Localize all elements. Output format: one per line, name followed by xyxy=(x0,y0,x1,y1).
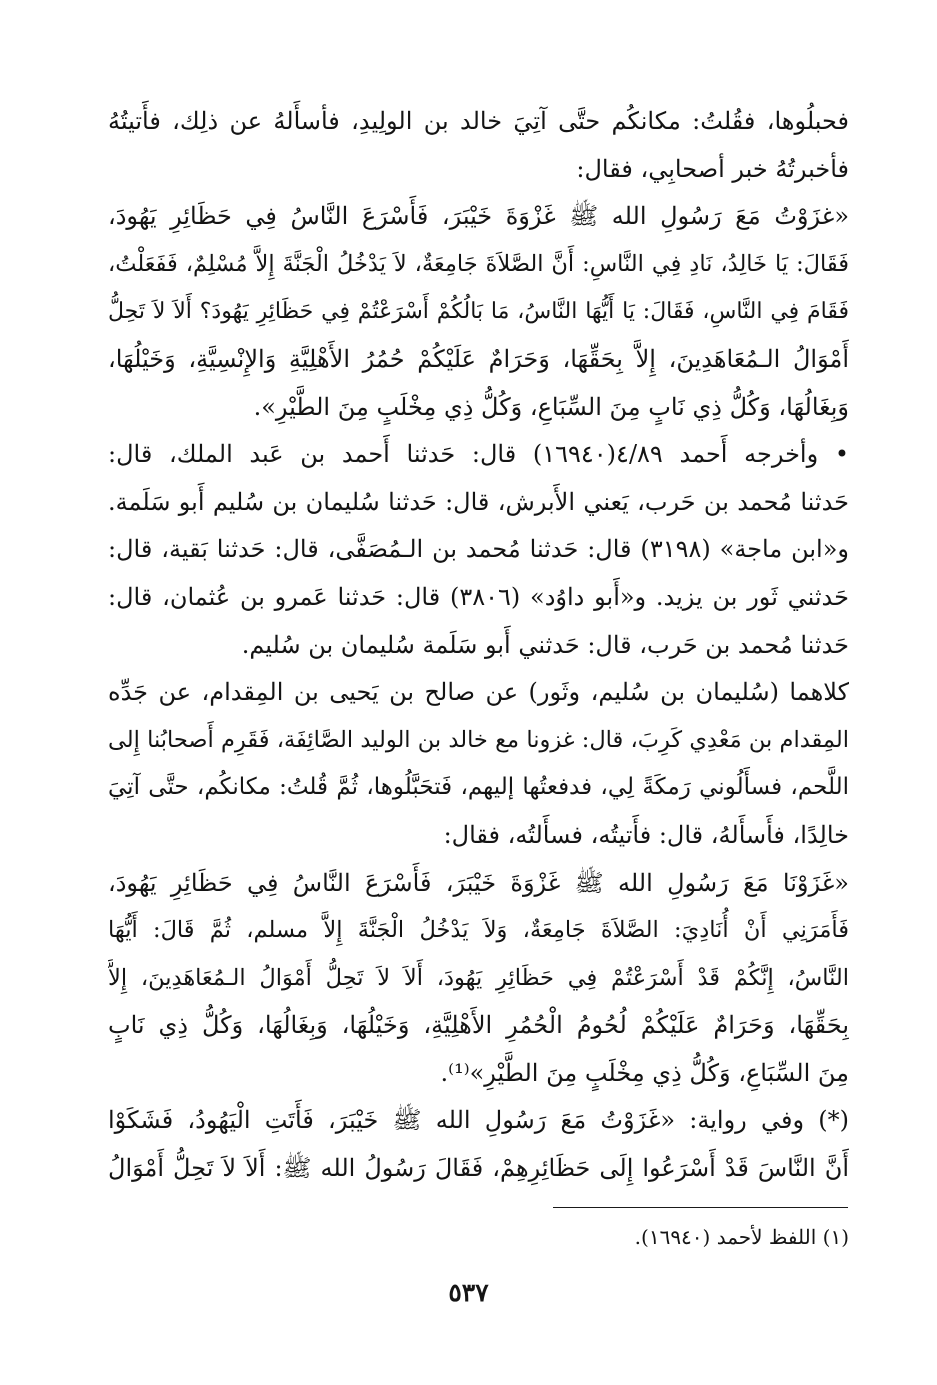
text-line: فَقَالَ: يَا خَالِدُ، نَادِ فِي النَّاسِ: أَنَّ الصَّلاَةَ جَامِعَةٌ، لاَ يَدْخُلُ الْجَنَّةَ إِلاَّ مُسْلِمٌ، فَفَعَلْتُ، xyxy=(108,250,849,277)
text-line: اللَّحم، فسأَلُوني رَمكَةً لِي، فدفعتُها إليهم، فَتحَبَّلُوها، ثُمَّ قُلتُ: مكانكُم، حتَّى آتِيَ xyxy=(108,774,849,801)
footnote: (١) اللفظ لأحمد (١٦٩٤٠). xyxy=(634,1225,849,1249)
text-line: فأخبرتُهُ خبر أصحابِي، فقال: xyxy=(576,154,849,183)
text-line: مِنَ السِّبَاعِ، وَكُلُّ ذِي مِخْلَبٍ مِنَ الطَّيْرِ»⁽¹⁾. xyxy=(440,1058,849,1087)
text-line: المِقدام بن مَعْدِي كَرِبَ، قال: غزونا مع خالد بن الوليد الصَّائِفَة، فَقَرِم أَصحابُنا إِلى xyxy=(108,726,849,753)
text-line: فحبلُوها، فقُلتُ: مكانكُم حتَّى آتِيَ خالد بن الولِيدِ، فأسأَلهُ عن ذلِك، فأَتيتُهُ xyxy=(108,107,849,135)
text-line: «غَزَوْنَا مَعَ رَسُولِ الله ﷺ غَزْوَةَ خَيْبَرَ، فَأَسْرَعَ النَّاسُ فِي حَظَائِرِ يَهُودَ، xyxy=(108,868,849,897)
text-line: النَّاسُ، إِنَّكُمْ قَدْ أَسْرَعْتُمْ فِي حَظَائِرِ يَهُودَ، أَلاَ لاَ تَحِلُّ أَمْوَالُ الـمُعَاهَدِينَ، إِلاَّ xyxy=(108,964,849,991)
text-line: «غزَوْتُ مَعَ رَسُولِ الله ﷺ غَزْوَةَ خَيْبَرَ، فَأَسْرَعَ النَّاسُ فِي حَظَائِرِ يَهُودَ، xyxy=(108,202,849,231)
main-text xyxy=(108,98,849,1193)
text-line: خالِدًا، فأَسأَلهُ، قال: فأَتيتُه، فسأَلتُه، فقال: xyxy=(443,820,849,849)
page-number: ٥٣٧ xyxy=(448,1278,489,1307)
text-line: • وأخرجه أَحمد ٤/٨٩(١٦٩٤٠) قال: حَدثنا أَحمد بن عَبد الملك، قال: xyxy=(108,440,849,469)
text-line: (*) وفي رواية: «غَزَوْتُ مَعَ رَسُولِ الله ﷺ خَيْبَرَ، فَأَتَتِ الْيَهُودُ، فَشَكَوْا xyxy=(108,1106,849,1135)
text-line: بِحَقِّهَا، وَحَرَامٌ عَلَيْكُمْ لُحُومُ الْحُمُرِ الأَهْلِيَّةِ، وَخَيْلُهَا، وَبِغَالُهَا، وَكُلُّ ذِي نَابٍ xyxy=(108,1011,849,1040)
text-line: كلاهما (سُليمان بن سُليم، وثَور) عن صالح بن يَحيى بن المِقدام، عن جَدِّه xyxy=(108,678,849,707)
text-line: حَدثنا مُحمد بن حَرب، يَعني الأَبرش، قال: حَدثنا سُليمان بن سُليم أَبو سَلَمة. xyxy=(108,487,849,516)
text-line: حَدثنا مُحمد بن حَرب، قال: حَدثني أَبو سَلَمة سُليمان بن سُليم. xyxy=(241,630,849,659)
text-line: و«ابن ماجة» (٣١٩٨) قال: حَدثنا مُحمد بن الـمُصَفَّى، قال: حَدثنا بَقية، قال: xyxy=(108,535,849,564)
text-line: حَدثني ثَور بن يزيد. و«أَبو داوُد» (٣٨٠٦) قال: حَدثنا عَمرو بن عُثمان، قال: xyxy=(108,582,849,611)
footnote-divider xyxy=(553,1207,848,1208)
text-line: أَمْوَالُ الـمُعَاهَدِينَ، إِلاَّ بِحَقِّهَا، وَحَرَامٌ عَلَيْكُمْ حُمُرُ الأَهْلِيَّةِ وَالإِنْسِيَّةِ، وَخَيْلُهَا، xyxy=(108,344,849,373)
text-line: أَنَّ النَّاسَ قَدْ أَسْرَعُوا إِلَى حَظَائِرِهِمْ، فَقَالَ رَسُولُ الله ﷺ: أَلاَ لاَ تَحِلُّ أَمْوَالُ xyxy=(108,1154,849,1183)
text-line: فَقَامَ فِي النَّاسِ، فَقَالَ: يَا أَيُّهَا النَّاسُ، مَا بَالُكُمْ أَسْرَعْتُمْ فِي حَظَائِرِ يَهُودَ؟ أَلاَ لاَ تَحِلُّ xyxy=(108,299,849,325)
text-line: فَأَمَرَنِي أَنْ أُنَادِيَ: الصَّلاَةَ جَامِعَةٌ، وَلاَ يَدْخُلُ الْجَنَّةَ إِلاَّ مسلم، ثُمَّ قَالَ: أَيُّهَا xyxy=(108,917,849,944)
text-line: وَبِغَالُهَا، وَكُلُّ ذِي نَابٍ مِنَ السِّبَاعِ، وَكُلُّ ذِي مِخْلَبٍ مِنَ الطَّيْرِ». xyxy=(253,392,849,421)
